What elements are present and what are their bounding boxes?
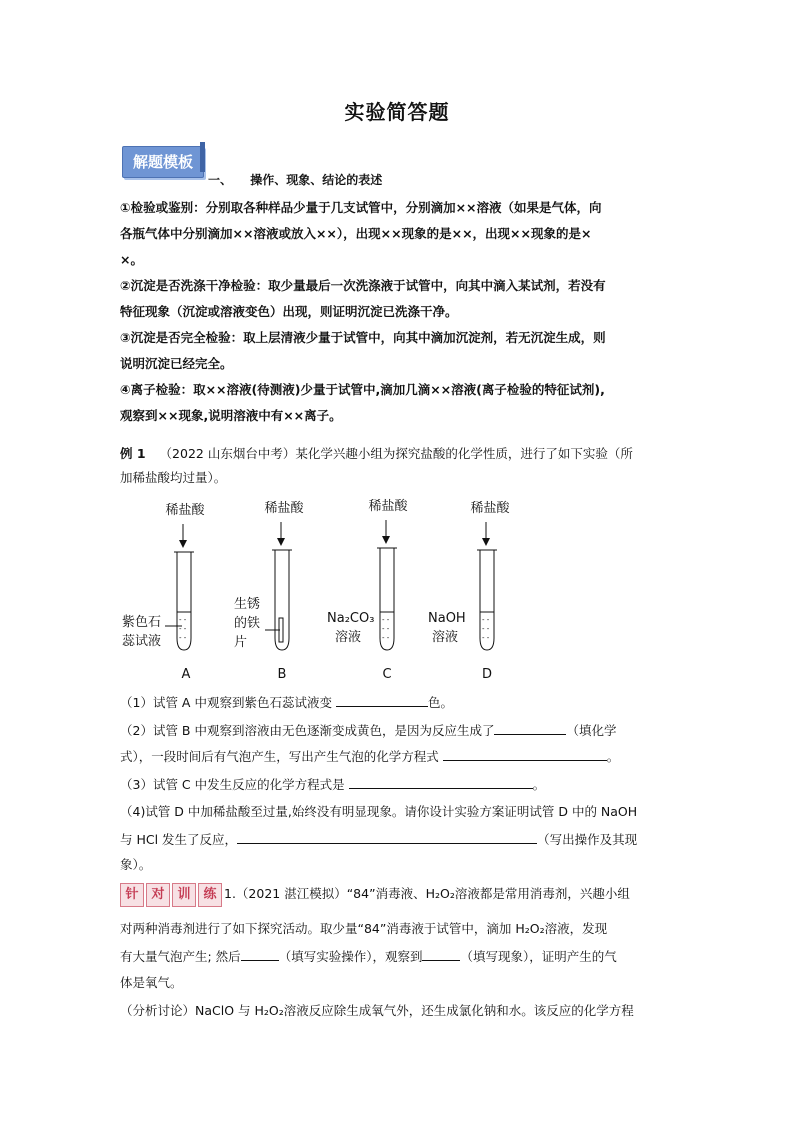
tube-d-letter: D [481,667,493,682]
svg-text:- -: - - [179,625,187,633]
svg-text:- -: - - [382,634,390,642]
svg-text:- -: - - [179,616,187,624]
test-tube-figure [110,490,540,690]
acid-label-d: 稀盐酸 [470,501,510,516]
training-tag: 对 [146,883,170,907]
acid-label-a: 稀盐酸 [165,503,205,518]
answer-blank[interactable] [349,774,533,789]
tube-c-letter: C [382,667,392,682]
template-items [120,195,680,429]
acid-label-b: 稀盐酸 [264,501,304,516]
example-line-1: 例 1 （2022 山东烟台中考）某化学兴趣小组为探究盐酸的化学性质，进行了如下实验（所 [120,446,633,461]
answer-blank[interactable] [494,720,566,735]
svg-text:- -: - - [382,616,390,624]
tube-b-reagent-2: 的铁 [234,616,261,631]
answer-blank[interactable] [336,692,428,707]
answer-blank[interactable] [237,829,537,844]
section-number: 一、 [208,173,233,187]
tube-b [275,550,289,650]
arrow-head-d [482,538,490,546]
answer-blank[interactable] [443,746,607,761]
question-1: （1）试管 A 中观察到紫色石蕊试液变 色。 [120,692,453,712]
answer-blank[interactable] [241,946,279,961]
tube-a-letter: A [181,667,191,682]
tube-d-reagent-1: NaOH [428,611,466,626]
training-tag: 练 [198,883,222,907]
svg-text:- -: - - [482,625,490,633]
item-line: ①检验或鉴别：分别取各种样品少量于几支试管中，分别滴加××溶液（如果是气体，向 [120,200,602,215]
tube-b-reagent-3: 片 [234,635,248,650]
item-line: 说明沉淀已经完全。 [120,356,233,371]
tube-c-reagent-1: Na₂CO₃ [327,611,375,626]
training-line-3: 有大量气泡产生; 然后 （填写实验操作），观察到 （填写现象），证明产生的气 [120,946,617,966]
question-4-line-3: 象）。 [120,857,152,872]
question-2-line-1: （2）试管 B 中观察到溶液由无色逐渐变成黄色，是因为反应生成了 （填化学 [120,720,617,740]
question-3: （3）试管 C 中发生反应的化学方程式是 。 [120,774,545,794]
badge-fold [200,142,205,172]
item-line: 特征现象（沉淀或溶液变色）出现，则证明沉淀已洗涤干净。 [120,304,458,319]
tube-c-reagent-2: 溶液 [335,630,362,645]
tube-d-reagent-2: 溶液 [432,630,459,645]
training-line-2: 对两种消毒剂进行了如下探究活动。取少量“84”消毒液于试管中，滴加 H₂O₂溶液，发现 [120,921,608,936]
tube-b-letter: B [277,667,287,682]
page-title: 实验简答题 [344,100,450,124]
template-badge [120,142,206,182]
arrow-head-b [277,538,285,546]
acid-label-c: 稀盐酸 [368,499,408,514]
question-2-line-2: 式），一段时间后有气泡产生，写出产生气泡的化学方程式 。 [120,746,619,766]
training-tag: 针 [120,883,144,907]
svg-text:- -: - - [482,616,490,624]
answer-blank[interactable] [422,946,460,961]
svg-text:- -: - - [382,625,390,633]
question-4-line-2: 与 HCl 发生了反应， （写出操作及其现 [120,829,637,849]
example-label: 例 1 [120,446,146,461]
item-line: ×。 [120,252,143,267]
tube-a-reagent-2: 蕊试液 [122,634,162,649]
section-title: 操作、现象、结论的表述 [250,173,383,187]
example-line-2: 加稀盐酸均过量）。 [120,470,227,485]
tube-b-reagent-1: 生锈 [234,597,261,612]
item-line: 各瓶气体中分别滴加××溶液或放入××），出现××现象的是××，出现××现象的是× [120,226,592,241]
training-line-5: （分析讨论）NaClO 与 H₂O₂溶液反应除生成氧气外，还生成氯化钠和水。该反应的化学方程 [120,1003,634,1018]
training-tag: 训 [172,883,196,907]
arrow-head-c [382,536,390,544]
item-line: 观察到××现象,说明溶液中有××离子。 [120,408,342,423]
svg-text:- -: - - [482,634,490,642]
item-line: ③沉淀是否完全检验：取上层清液少量于试管中，向其中滴加沉淀剂，若无沉淀生成，则 [120,330,606,345]
question-4-line-1: （4)试管 D 中加稀盐酸至过量,始终没有明显现象。请你设计实验方案证明试管 D 中的 NaOH [120,804,638,819]
item-line: ②沉淀是否洗涤干净检验：取少量最后一次洗涤液于试管中，向其中滴入某试剂，若没有 [120,278,606,293]
training-line-1: 针 对 训 练 1.（2021 湛江模拟）“84”消毒液、H₂O₂溶液都是常用消毒剂，兴趣小组 [120,883,630,909]
training-line-4: 体是氧气。 [120,975,183,990]
section-heading [208,171,382,188]
badge-label: 解题模板 [132,153,193,171]
item-line: ④离子检验：取××溶液(待测液)少量于试管中,滴加几滴××溶液(离子检验的特征试剂), [120,382,605,397]
svg-text:- -: - - [179,634,187,642]
arrow-head-a [179,540,187,548]
tube-a-reagent-1: 紫色石 [122,615,162,630]
